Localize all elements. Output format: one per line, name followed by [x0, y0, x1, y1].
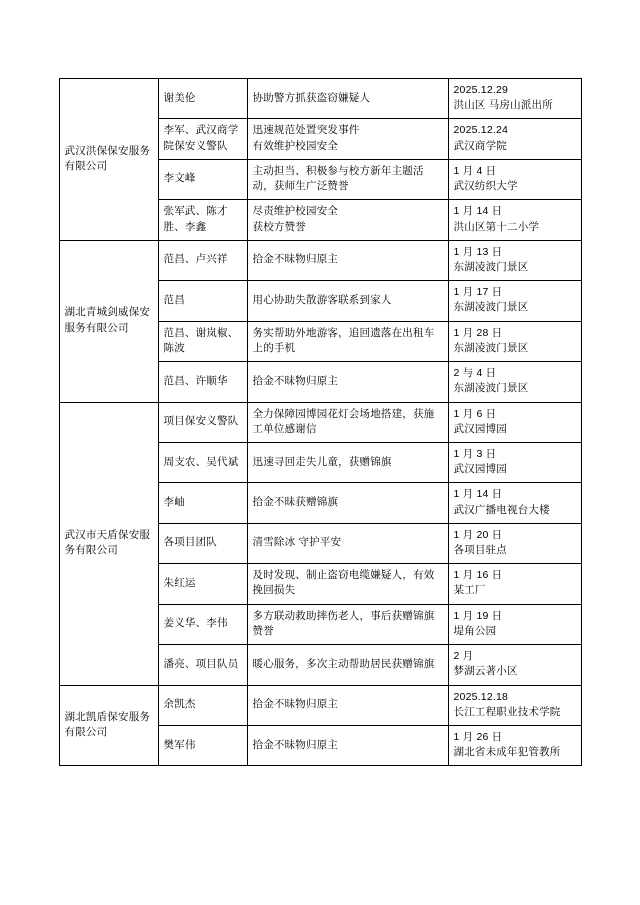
deed-cell: 迅速寻回走失儿童，获赠锦旗 [247, 442, 448, 482]
person-cell: 余凯杰 [158, 685, 247, 725]
person-cell: 范昌、卢兴祥 [158, 240, 247, 280]
table-row [59, 240, 581, 280]
deed-cell: 拾金不昧物归原主 [247, 685, 448, 725]
company-cell: 武汉市天盾保安服务有限公司 [59, 402, 158, 685]
date-location-cell: 2 月 梦湖云著小区 [448, 645, 581, 685]
date-location-cell: 1 月 28 日 东湖凌波门景区 [448, 321, 581, 361]
deed-cell: 拾金不昧物归原主 [247, 726, 448, 766]
deed-cell: 主动担当、积极参与校方新年主题活动，获师生广泛赞誉 [247, 159, 448, 199]
date-location-cell: 1 月 17 日 东湖凌波门景区 [448, 281, 581, 321]
date-location-cell: 1 月 19 日 堤角公园 [448, 604, 581, 644]
date-location-cell: 1 月 3 日 武汉园博园 [448, 442, 581, 482]
person-cell: 李岫 [158, 483, 247, 523]
deed-cell: 迅速规范处置突发事件 有效维护校园安全 [247, 119, 448, 159]
person-cell: 潘亮、项目队员 [158, 645, 247, 685]
person-cell: 周支农、吴代斌 [158, 442, 247, 482]
person-cell: 樊军伟 [158, 726, 247, 766]
person-cell: 项目保安义警队 [158, 402, 247, 442]
date-location-cell: 2 与 4 日 东湖凌波门景区 [448, 362, 581, 402]
person-cell: 范昌、许顺华 [158, 362, 247, 402]
table-row [59, 79, 581, 119]
deed-cell: 拾金不昧获赠锦旗 [247, 483, 448, 523]
person-cell: 朱红运 [158, 564, 247, 604]
date-location-cell: 1 月 20 日 各项目驻点 [448, 523, 581, 563]
deed-cell: 尽责维护校园安全 获校方赞誉 [247, 200, 448, 240]
date-location-cell: 1 月 6 日 武汉园博园 [448, 402, 581, 442]
date-location-cell: 1 月 14 日 洪山区第十二小学 [448, 200, 581, 240]
person-cell: 姜义华、李伟 [158, 604, 247, 644]
date-location-cell: 1 月 13 日 东湖凌波门景区 [448, 240, 581, 280]
company-cell: 湖北凯盾保安服务有限公司 [59, 685, 158, 766]
deed-cell: 务实帮助外地游客，追回遗落在出租车上的手机 [247, 321, 448, 361]
person-cell: 李文峰 [158, 159, 247, 199]
deed-cell: 清雪除冰 守护平安 [247, 523, 448, 563]
deed-cell: 拾金不昧物归原主 [247, 362, 448, 402]
deed-cell: 及时发现、制止盗窃电缆嫌疑人，有效挽回损失 [247, 564, 448, 604]
date-location-cell: 2025.12.18 长江工程职业技术学院 [448, 685, 581, 725]
company-cell: 武汉洪保保安服务有限公司 [59, 79, 158, 241]
date-location-cell: 1 月 26 日 湖北省未成年犯管教所 [448, 726, 581, 766]
date-location-cell: 1 月 4 日 武汉纺织大学 [448, 159, 581, 199]
deed-cell: 协助警方抓获盗窃嫌疑人 [247, 79, 448, 119]
table-row [59, 685, 581, 725]
deed-cell: 全力保障园博园花灯会场地搭建，获施工单位感谢信 [247, 402, 448, 442]
person-cell: 谢美伦 [158, 79, 247, 119]
date-location-cell: 2025.12.24 武汉商学院 [448, 119, 581, 159]
person-cell: 李军、武汉商学院保安义警队 [158, 119, 247, 159]
company-cell: 湖北青城剑威保安服务有限公司 [59, 240, 158, 402]
table-row [59, 402, 581, 442]
deed-cell: 拾金不昧物归原主 [247, 240, 448, 280]
deed-cell: 用心协助失散游客联系到家人 [247, 281, 448, 321]
table-body [59, 79, 581, 766]
deeds-table [59, 78, 582, 766]
person-cell: 张军武、陈才胜、李鑫 [158, 200, 247, 240]
deed-cell: 暖心服务，多次主动帮助居民获赠锦旗 [247, 645, 448, 685]
date-location-cell: 1 月 16 日 某工厂 [448, 564, 581, 604]
date-location-cell: 1 月 14 日 武汉广播电视台大楼 [448, 483, 581, 523]
person-cell: 范昌 [158, 281, 247, 321]
person-cell: 范昌、谢岚椒、陈波 [158, 321, 247, 361]
date-location-cell: 2025.12.29 洪山区 马房山派出所 [448, 79, 581, 119]
deed-cell: 多方联动救助摔伤老人，事后获赠锦旗赞誉 [247, 604, 448, 644]
person-cell: 各项目团队 [158, 523, 247, 563]
